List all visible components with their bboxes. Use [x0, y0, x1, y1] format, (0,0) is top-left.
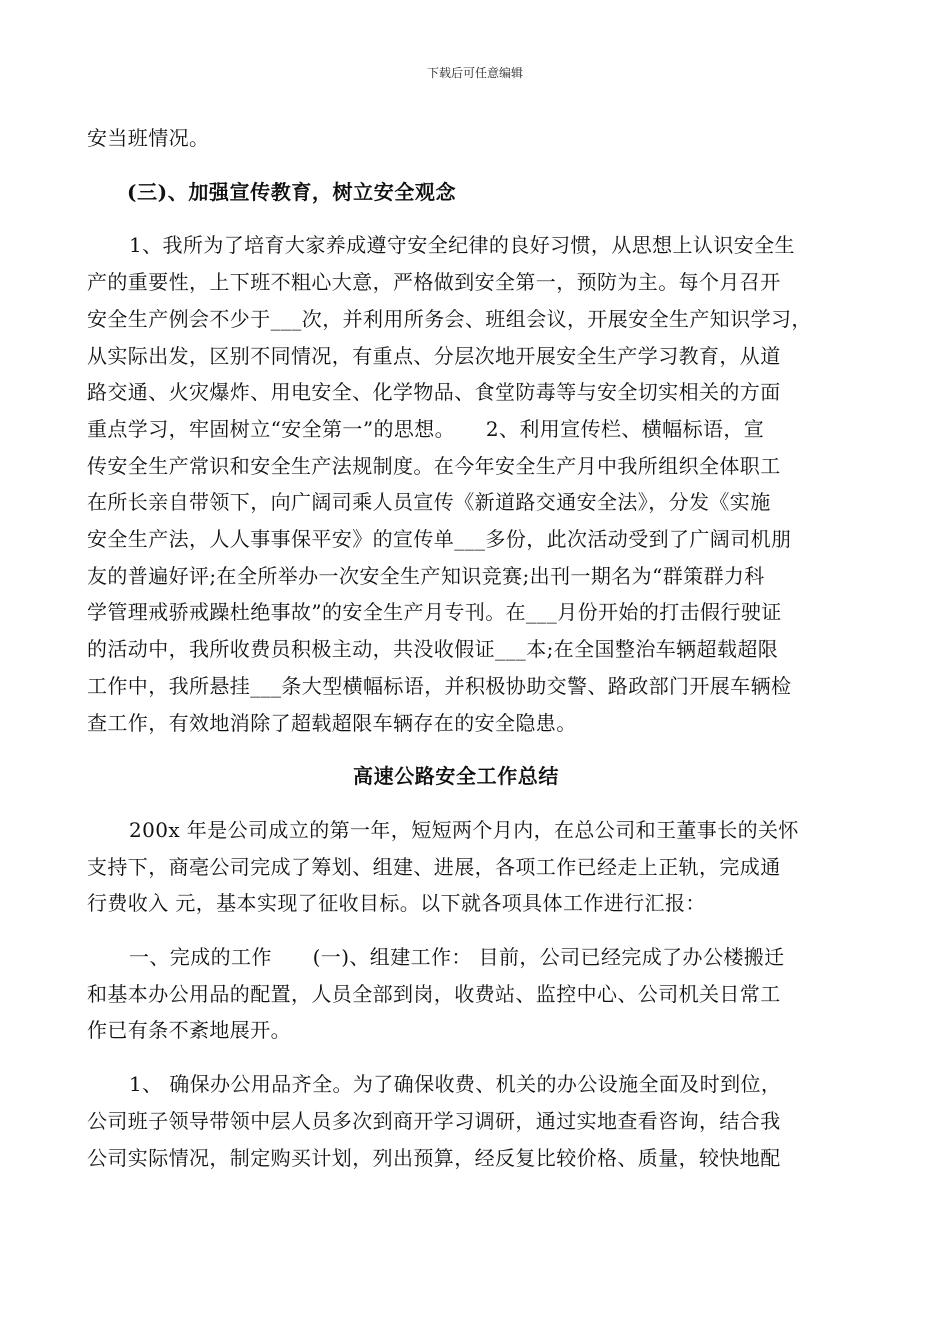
text-line: 查工作，有效地消除了超载超限车辆存在的安全隐患。 — [87, 710, 577, 735]
text-line: 作已有条不紊地展开。 — [87, 1018, 291, 1043]
text-line: 支持下，商亳公司完成了筹划、组建、进展，各项工作已经走上正轨，完成通 — [87, 854, 781, 879]
text-line: 传安全生产常识和安全生产法规制度。在今年安全生产月中我所组织全体职工 — [87, 453, 781, 478]
text-line: 路交通、火灾爆炸、用电安全、化学物品、食堂防毒等与安全切实相关的方面 — [87, 380, 781, 405]
text-line: 产的重要性，上下班不粗心大意，严格做到安全第一，预防为主。每个月召开 — [87, 270, 781, 295]
text-line: 学管理戒骄戒躁杜绝事故”的安全生产月专刊。在___月份开始的打击假行驶证 — [87, 600, 782, 625]
text-line: 1、 确保办公用品齐全。为了确保收费、机关的办公设施全面及时到位， — [129, 1072, 782, 1097]
spacer — [87, 157, 865, 174]
text-line: 工作中，我所悬挂___条大型横幅标语，并积极协助交警、路政部门开展车辆检 — [87, 673, 792, 698]
spacer — [87, 741, 865, 758]
section-heading: (三)、加强宣传教育，树立安全观念 — [127, 179, 457, 204]
text-line: 重点学习，牢固树立“安全第一”的思想。 2、利用宣传栏、横幅标语，宣 — [87, 416, 765, 441]
text-line: 安全生产法，人人事事保平安》的宣传单___多份，此次活动受到了广阔司机朋 — [87, 527, 792, 552]
spacer — [87, 210, 865, 227]
text-line: 1、我所为了培育大家养成遵守安全纪律的良好习惯，从思想上认识安全生 — [129, 233, 795, 258]
text-line: 在所长亲自带领下，向广阔司乘人员宣传《新道路交通安全法》，分发《实施 — [87, 490, 771, 515]
text-line: 安当班情况。 — [87, 126, 210, 150]
text-line: 安全生产例会不少于___次，并利用所务会、班组会议，开展安全生产知识学习， — [87, 306, 812, 331]
text-line: 公司班子领导带领中层人员多次到商开学习调研，通过实地查看咨询，结合我 — [87, 1108, 781, 1133]
section-title: 高速公路安全工作总结 — [353, 764, 559, 789]
header-note: 下载后可任意编辑 — [426, 66, 523, 80]
spacer — [87, 795, 865, 812]
text-line: 一、完成的工作 (一)、组建工作： 目前，公司已经完成了办公楼搬迁 — [129, 945, 785, 970]
text-line: 友的普遍好评;在全所举办一次安全生产知识竞赛;出刊一期名为“群策群力科 — [87, 563, 765, 588]
text-line: 和基本办公用品的配置，人员全部到岗，收费站、监控中心、公司机关日常工 — [87, 981, 781, 1006]
document-body — [87, 120, 865, 1176]
spacer — [87, 922, 865, 939]
spacer — [87, 1049, 865, 1066]
text-line: 公司实际情况，制定购买计划，列出预算，经反复比较价格、质量，较快地配 — [87, 1145, 781, 1170]
text-line: 行费收入 元，基本实现了征收目标。以下就各项具体工作进行汇报： — [87, 891, 706, 916]
text-line: 从实际出发，区别不同情况，有重点、分层次地开展安全生产学习教育，从道 — [87, 343, 781, 368]
text-line: 的活动中，我所收费员积极主动，共没收假证___本;在全国整治车辆超载超限 — [87, 637, 779, 662]
text-line: 200x 年是公司成立的第一年，短短两个月内，在总公司和王董事长的关怀 — [129, 817, 799, 842]
